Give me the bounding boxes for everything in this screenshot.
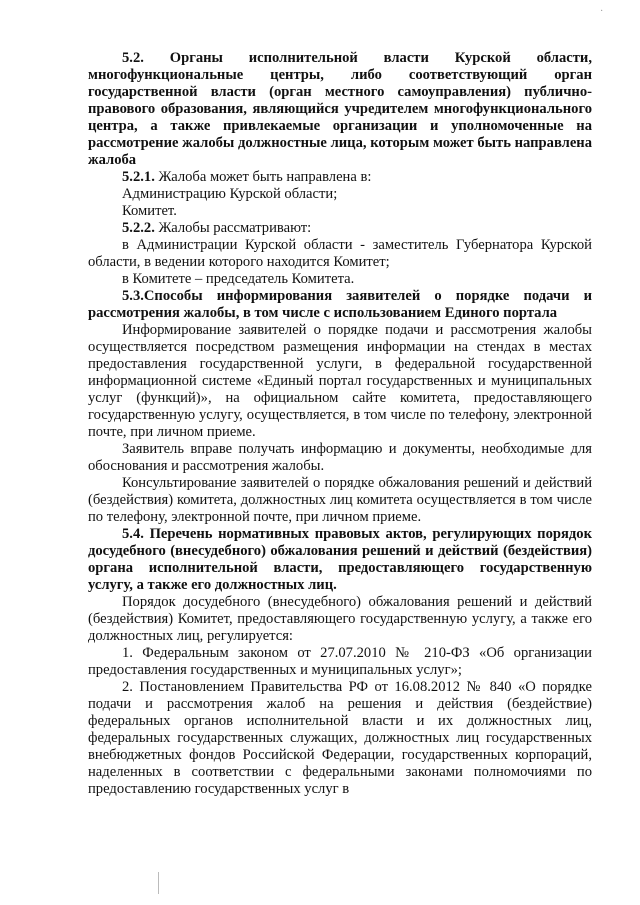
clause-number: 5.2.2. bbox=[122, 220, 155, 236]
section-number: 5.2. bbox=[122, 50, 144, 66]
document-body bbox=[88, 50, 592, 798]
paragraph: в Администрации Курской области - заместитель Губернатора Курской области, в ведении которого находится Комитет; bbox=[88, 237, 592, 270]
clause-number: 5.2.1. bbox=[122, 169, 155, 185]
list-item: 2. Постановлением Правительства РФ от 16.08.2012 № 840 «О порядке подачи и рассмотрения жалоб на решения и действия (бездействие) федеральных органов исполнительной власти и их должностных лиц, федеральных государственных служащих, должностных лиц государственных внебюджетных фондов Российской Федерации, государственных корпораций, наделенных в соответствии с федеральными законами полномочиями по предоставлению государственных услуг в bbox=[88, 679, 592, 797]
list-line: Комитет. bbox=[122, 203, 177, 219]
paragraph: Заявитель вправе получать информацию и документы, необходимые для обоснования и рассмотрения жалобы. bbox=[88, 441, 592, 474]
paragraph: Порядок досудебного (внесудебного) обжалования решений и действий (бездействия) Комитет, предоставляющего государственную услугу, а также его должностных лиц, регулируется: bbox=[88, 594, 592, 644]
section-heading-text: Органы исполнительной власти Курской области, многофункциональные центры, либо соответствующий орган государственной власти (орган местного самоуправления) публично-правового образования, являющийся учредителем многофункционального центра, а также привлекаемые организации и уполномоченные на рассмотрение жалобы должностные лица, которым может быть направлена жалоба bbox=[88, 50, 592, 168]
list-item: 1. Федеральным законом от 27.07.2010 № 210-ФЗ «Об организации предоставления государственных и муниципальных услуг»; bbox=[88, 645, 592, 678]
scan-artifact bbox=[158, 872, 159, 894]
paragraph-5-2-1 bbox=[88, 169, 592, 186]
paragraph-5-2-2 bbox=[88, 220, 592, 237]
paragraph-text: Жалоба может быть направлена в: bbox=[158, 169, 372, 185]
scan-mark: · bbox=[600, 6, 604, 17]
section-5-4-heading: 5.4. Перечень нормативных правовых актов, регулирующих порядок досудебного (внесудебного) обжалования решений и действий (бездействия) органа исполнительной власти, предоставляющего государственную услугу, а также его должностных лиц. bbox=[88, 526, 592, 593]
section-5-3-heading: 5.3.Способы информирования заявителей о порядке подачи и рассмотрения жалобы, в том числе с использованием Единого портала bbox=[88, 288, 592, 321]
paragraph-text: Жалобы рассматривают: bbox=[158, 220, 312, 236]
section-5-2-heading bbox=[88, 50, 592, 169]
paragraph: Информирование заявителей о порядке подачи и рассмотрения жалобы осуществляется посредством размещения информации на стендах в местах предоставления государственной услуги, в федеральной государственной информационной системе «Единый портал государственных и муниципальных услуг (функций)», на официальном сайте комитета, предоставляющего государственную услугу, осуществляется, в том числе по телефону, электронной почте, при личном приеме. bbox=[88, 322, 592, 440]
paragraph: в Комитете – председатель Комитета. bbox=[122, 271, 355, 287]
paragraph: Консультирование заявителей о порядке обжалования решений и действий (бездействия) комитета, должностных лиц комитета осуществляется в том числе по телефону, электронной почте, при личном приеме. bbox=[88, 475, 592, 525]
list-line: Администрацию Курской области; bbox=[122, 186, 338, 202]
